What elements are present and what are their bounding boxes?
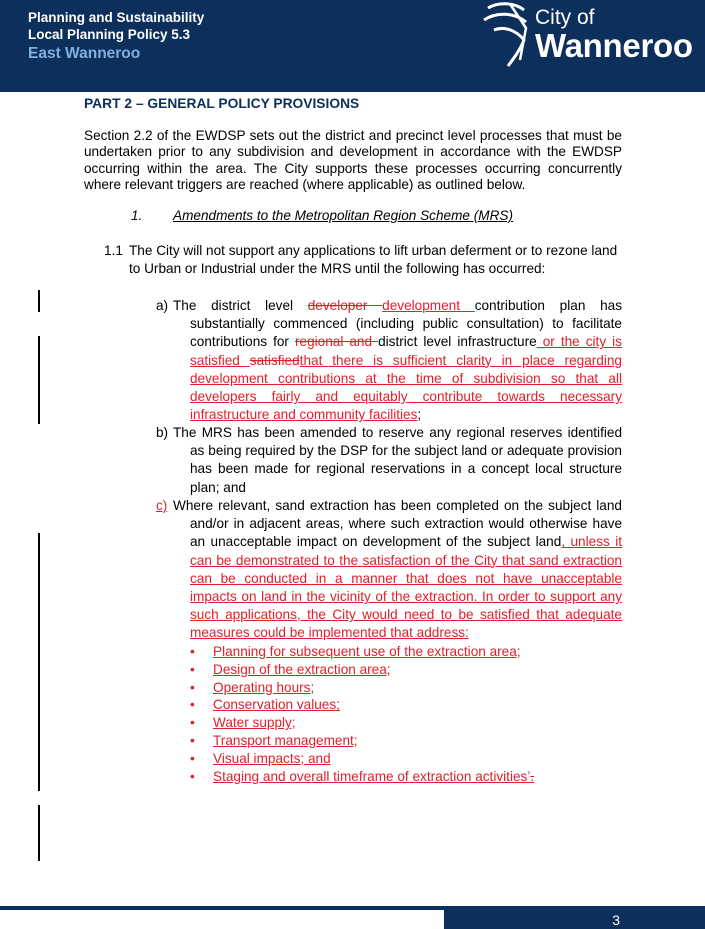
bullet-icon: • [190,768,195,784]
list-item [190,768,630,786]
deleted-text: regional and [294,334,379,350]
bullet-text [213,768,534,786]
bullet-text: Planning for subsequent use of the extraction area; [213,644,521,659]
inserted-text: or the city is satisfied [190,334,622,368]
bullet-text: Operating hours; [213,679,315,695]
change-bar [38,290,40,312]
text-run: Where relevant, sand extraction has been completed on the subject land and/or in adjacent areas, where such extraction would otherwise have an unacceptable impact on development of the subject land [173,498,622,550]
list-item [190,679,630,697]
item-c-text [173,497,622,643]
bullet-text: Design of the extraction area; [213,661,391,677]
clause-1-1 [104,242,624,278]
item-label: a) [156,298,169,313]
bullet-text: Transport management; [213,732,358,748]
bullet-icon: • [190,715,195,731]
deleted-text: satisfied [249,352,300,368]
clause-line-1: The City will not support any applications to lift urban deferment or to rezone land [129,243,618,258]
page-header [0,0,705,92]
bullet-text-run: Staging and overall timeframe of extraction activities’ [213,768,531,784]
inserted-text: development [382,298,475,313]
subheading-text: Amendments to the Metropolitan Region Scheme (MRS) [173,208,513,223]
city-of-wanneroo-logo [480,0,700,72]
logo-city-of: City of [535,6,595,29]
part-title: PART 2 – GENERAL POLICY PROVISIONS [84,96,360,111]
inserted-text: that there is sufficient clarity in place regarding development contributions at the time of subdivision so that all developers fairly and equitably contribute towards necessary infrastructure and community facilities [190,352,622,423]
item-b-text: The MRS has been amended to reserve any regional reserves identified as being required by the DSP for the subject land or adequate provision has been made for regional reservations in a concept local structure plan; and [173,425,622,495]
text-run: district level infrastructure [378,334,537,350]
wave-emblem-icon [480,0,540,70]
list-item [190,696,630,714]
inserted-text: , unless it can be demonstrated to the satisfaction of the City that sand extraction can be conducted in a manner that does not have unacceptable impacts on land in the vicinity of the extraction. In order to support any such applications, the City would need to be satisfied that adequate measures could be implemented that address: [190,534,623,641]
extraction-bullet-list [190,643,630,785]
bullet-icon: • [190,732,195,748]
bullet-text: Visual impacts; and [213,750,331,766]
item-label: c) [156,498,168,513]
deleted-text: developer [307,298,383,313]
change-bar [38,805,40,861]
subheading-number: 1. [131,208,143,223]
bullet-icon: • [190,750,195,766]
list-item [190,661,630,679]
list-item [190,750,630,768]
header-department: Planning and Sustainability [28,10,205,25]
clause-line-2: to Urban or Industrial under the MRS until the following has occurred: [129,261,546,276]
bullet-icon: • [190,697,195,713]
list-item [190,643,630,661]
text-run: ; [417,407,422,423]
logo-wanneroo: Wanneroo [535,27,693,64]
bullet-text: Water supply; [213,715,296,731]
list-item [190,732,630,750]
list-item-a [156,297,622,424]
clause-number: 1.1 [104,243,123,258]
bullet-icon: • [190,679,195,695]
intro-paragraph: Section 2.2 of the EWDSP sets out the district and precinct level processes that must be undertaken prior to any subdivision and development in accordance with the EWDSP occurring within the area. The City supports these processes occurring concurrently where relevant triggers are reached (where applicable) as outlined below. [84,128,622,192]
list-item-c [156,497,622,643]
item-label: b) [156,425,169,440]
change-bar [38,533,40,791]
item-a-text [173,297,622,424]
bullet-icon: • [190,661,195,677]
deleted-text: . [530,768,535,784]
change-bar [38,336,40,424]
page-number: 3 [612,912,620,928]
header-policy-number: Local Planning Policy 5.3 [28,27,191,42]
list-item [190,714,630,732]
text-run: The district level [173,298,308,313]
footer-page-box [444,906,705,929]
section-subheading [131,208,513,223]
bullet-text: Conservation values; [213,697,340,713]
text-run: contribution plan has substantially commenced (including public consultation) to facilitate contributions for [190,298,622,350]
header-policy-title: East Wanneroo [28,45,141,62]
list-item-b [156,424,622,497]
bullet-icon: • [190,644,195,659]
